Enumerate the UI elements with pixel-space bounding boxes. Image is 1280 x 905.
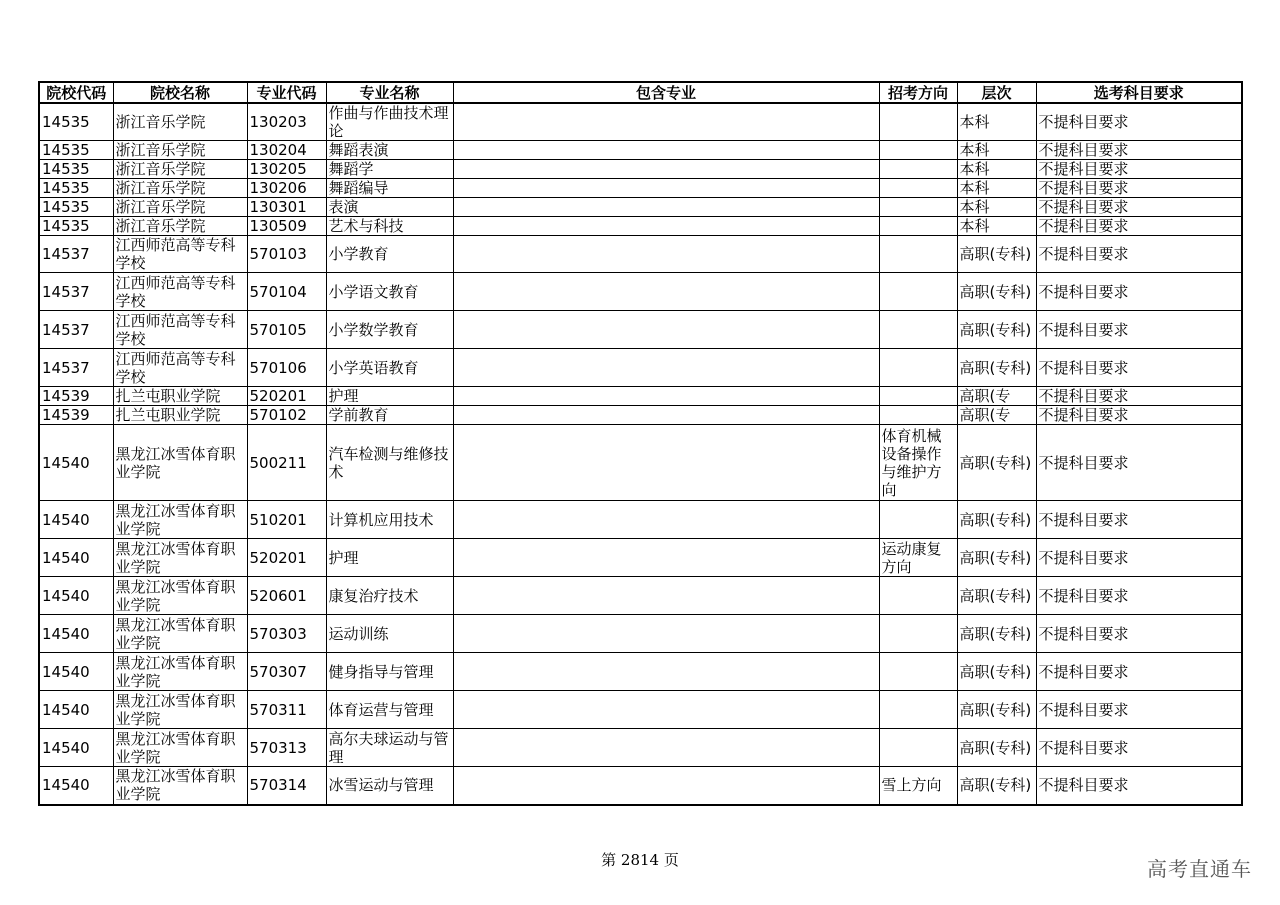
cell-school-name: 黑龙江冰雪体育职业学院	[113, 767, 247, 805]
cell-school-name: 浙江音乐学院	[113, 103, 247, 141]
cell-school-name: 江西师范高等专科学校	[113, 349, 247, 387]
cell-level: 高职(专科)	[957, 349, 1036, 387]
cell-direction	[879, 103, 957, 141]
header-school-code: 院校代码	[39, 82, 113, 103]
cell-major-code: 570307	[247, 653, 326, 691]
cell-subject-requirement: 不提科目要求	[1036, 217, 1242, 236]
cell-major-name: 冰雪运动与管理	[326, 767, 453, 805]
cell-subject-requirement: 不提科目要求	[1036, 767, 1242, 805]
header-school-name: 院校名称	[113, 82, 247, 103]
cell-school-code: 14537	[39, 236, 113, 273]
cell-school-code: 14540	[39, 501, 113, 539]
cell-direction	[879, 236, 957, 273]
cell-major-code: 130509	[247, 217, 326, 236]
cell-major-name: 计算机应用技术	[326, 501, 453, 539]
cell-school-code: 14539	[39, 406, 113, 425]
cell-major-code: 570313	[247, 729, 326, 767]
header-direction: 招考方向	[879, 82, 957, 103]
cell-school-code: 14539	[39, 387, 113, 406]
cell-major-name: 艺术与科技	[326, 217, 453, 236]
page-number: 第 2814 页	[601, 851, 679, 869]
cell-direction	[879, 160, 957, 179]
cell-major-name: 小学教育	[326, 236, 453, 273]
cell-major-code: 520201	[247, 387, 326, 406]
cell-major-code: 500211	[247, 425, 326, 501]
table-header-row	[39, 82, 1242, 103]
table-row	[39, 691, 1242, 729]
table-row	[39, 767, 1242, 805]
cell-direction	[879, 615, 957, 653]
cell-school-name: 黑龙江冰雪体育职业学院	[113, 501, 247, 539]
cell-subject-requirement: 不提科目要求	[1036, 141, 1242, 160]
cell-subject-requirement: 不提科目要求	[1036, 425, 1242, 501]
cell-major-code: 130205	[247, 160, 326, 179]
cell-major-name: 运动训练	[326, 615, 453, 653]
cell-direction	[879, 729, 957, 767]
cell-school-name: 江西师范高等专科学校	[113, 236, 247, 273]
cell-school-name: 扎兰屯职业学院	[113, 387, 247, 406]
cell-subject-requirement: 不提科目要求	[1036, 387, 1242, 406]
cell-major-name: 小学数学教育	[326, 311, 453, 349]
cell-subject-requirement: 不提科目要求	[1036, 691, 1242, 729]
cell-school-code: 14535	[39, 141, 113, 160]
cell-school-code: 14535	[39, 179, 113, 198]
table-row	[39, 311, 1242, 349]
cell-school-code: 14540	[39, 691, 113, 729]
cell-school-name: 黑龙江冰雪体育职业学院	[113, 615, 247, 653]
cell-major-code: 130203	[247, 103, 326, 141]
table-row	[39, 425, 1242, 501]
table-row	[39, 615, 1242, 653]
cell-included-majors	[453, 653, 879, 691]
cell-level: 本科	[957, 217, 1036, 236]
cell-major-code: 570106	[247, 349, 326, 387]
cell-direction	[879, 653, 957, 691]
cell-major-code: 570104	[247, 273, 326, 311]
cell-school-code: 14540	[39, 577, 113, 615]
table-row	[39, 179, 1242, 198]
admission-table	[38, 81, 1243, 806]
cell-included-majors	[453, 729, 879, 767]
table-row	[39, 501, 1242, 539]
cell-school-name: 黑龙江冰雪体育职业学院	[113, 577, 247, 615]
cell-major-code: 570102	[247, 406, 326, 425]
cell-major-name: 表演	[326, 198, 453, 217]
cell-major-name: 学前教育	[326, 406, 453, 425]
cell-included-majors	[453, 217, 879, 236]
cell-major-code: 570103	[247, 236, 326, 273]
table-row	[39, 103, 1242, 141]
cell-subject-requirement: 不提科目要求	[1036, 273, 1242, 311]
cell-major-name: 舞蹈表演	[326, 141, 453, 160]
cell-subject-requirement: 不提科目要求	[1036, 103, 1242, 141]
cell-direction	[879, 198, 957, 217]
cell-major-code: 130301	[247, 198, 326, 217]
cell-major-code: 570105	[247, 311, 326, 349]
cell-level: 高职(专科)	[957, 729, 1036, 767]
cell-level: 本科	[957, 141, 1036, 160]
table-row	[39, 349, 1242, 387]
cell-included-majors	[453, 406, 879, 425]
cell-direction	[879, 691, 957, 729]
cell-subject-requirement: 不提科目要求	[1036, 653, 1242, 691]
cell-level: 高职(专科)	[957, 311, 1036, 349]
cell-subject-requirement: 不提科目要求	[1036, 160, 1242, 179]
cell-direction	[879, 311, 957, 349]
cell-major-name: 护理	[326, 387, 453, 406]
cell-included-majors	[453, 691, 879, 729]
cell-school-name: 黑龙江冰雪体育职业学院	[113, 653, 247, 691]
cell-school-name: 黑龙江冰雪体育职业学院	[113, 539, 247, 577]
cell-school-code: 14540	[39, 729, 113, 767]
table-row	[39, 387, 1242, 406]
table-row	[39, 406, 1242, 425]
cell-subject-requirement: 不提科目要求	[1036, 501, 1242, 539]
cell-school-name: 浙江音乐学院	[113, 217, 247, 236]
cell-direction: 运动康复方向	[879, 539, 957, 577]
cell-school-code: 14535	[39, 198, 113, 217]
cell-level: 高职(专科)	[957, 691, 1036, 729]
cell-direction	[879, 387, 957, 406]
cell-subject-requirement: 不提科目要求	[1036, 311, 1242, 349]
cell-level: 高职(专科)	[957, 539, 1036, 577]
cell-major-name: 舞蹈编导	[326, 179, 453, 198]
cell-major-name: 护理	[326, 539, 453, 577]
header-major-code: 专业代码	[247, 82, 326, 103]
cell-included-majors	[453, 387, 879, 406]
header-included-majors: 包含专业	[453, 82, 879, 103]
cell-major-name: 小学语文教育	[326, 273, 453, 311]
cell-level: 高职(专科)	[957, 577, 1036, 615]
cell-level: 高职(专科)	[957, 501, 1036, 539]
cell-included-majors	[453, 577, 879, 615]
cell-school-code: 14540	[39, 425, 113, 501]
cell-level: 本科	[957, 160, 1036, 179]
table-row	[39, 539, 1242, 577]
cell-level: 高职(专	[957, 387, 1036, 406]
cell-direction: 体育机械设备操作与维护方向	[879, 425, 957, 501]
cell-direction	[879, 141, 957, 160]
cell-major-code: 520201	[247, 539, 326, 577]
cell-major-code: 570303	[247, 615, 326, 653]
cell-school-code: 14540	[39, 767, 113, 805]
cell-included-majors	[453, 311, 879, 349]
cell-direction: 雪上方向	[879, 767, 957, 805]
cell-major-name: 小学英语教育	[326, 349, 453, 387]
cell-school-name: 浙江音乐学院	[113, 141, 247, 160]
table-row	[39, 577, 1242, 615]
cell-level: 高职(专科)	[957, 236, 1036, 273]
cell-major-code: 570311	[247, 691, 326, 729]
cell-included-majors	[453, 273, 879, 311]
cell-major-code: 520601	[247, 577, 326, 615]
watermark-logo: 高考直通车	[1147, 857, 1252, 881]
cell-included-majors	[453, 179, 879, 198]
cell-subject-requirement: 不提科目要求	[1036, 406, 1242, 425]
cell-included-majors	[453, 425, 879, 501]
cell-subject-requirement: 不提科目要求	[1036, 539, 1242, 577]
cell-subject-requirement: 不提科目要求	[1036, 236, 1242, 273]
cell-level: 高职(专科)	[957, 425, 1036, 501]
cell-subject-requirement: 不提科目要求	[1036, 615, 1242, 653]
cell-major-name: 高尔夫球运动与管理	[326, 729, 453, 767]
cell-subject-requirement: 不提科目要求	[1036, 729, 1242, 767]
cell-level: 高职(专	[957, 406, 1036, 425]
cell-school-name: 黑龙江冰雪体育职业学院	[113, 691, 247, 729]
cell-direction	[879, 179, 957, 198]
cell-included-majors	[453, 103, 879, 141]
cell-school-name: 黑龙江冰雪体育职业学院	[113, 425, 247, 501]
cell-major-code: 130206	[247, 179, 326, 198]
table-row	[39, 160, 1242, 179]
cell-major-name: 汽车检测与维修技术	[326, 425, 453, 501]
cell-level: 高职(专科)	[957, 767, 1036, 805]
cell-included-majors	[453, 501, 879, 539]
cell-school-code: 14537	[39, 311, 113, 349]
cell-included-majors	[453, 349, 879, 387]
cell-level: 本科	[957, 103, 1036, 141]
cell-subject-requirement: 不提科目要求	[1036, 577, 1242, 615]
table-row	[39, 729, 1242, 767]
table-row	[39, 141, 1242, 160]
cell-school-name: 江西师范高等专科学校	[113, 273, 247, 311]
cell-subject-requirement: 不提科目要求	[1036, 349, 1242, 387]
cell-level: 高职(专科)	[957, 653, 1036, 691]
cell-major-name: 作曲与作曲技术理论	[326, 103, 453, 141]
cell-included-majors	[453, 160, 879, 179]
cell-school-code: 14540	[39, 539, 113, 577]
cell-school-name: 浙江音乐学院	[113, 198, 247, 217]
header-major-name: 专业名称	[326, 82, 453, 103]
cell-school-code: 14540	[39, 615, 113, 653]
cell-school-code: 14535	[39, 217, 113, 236]
cell-included-majors	[453, 198, 879, 217]
header-subject-requirement: 选考科目要求	[1036, 82, 1242, 103]
cell-level: 本科	[957, 179, 1036, 198]
table-row	[39, 198, 1242, 217]
cell-school-code: 14537	[39, 349, 113, 387]
table-row	[39, 217, 1242, 236]
cell-school-code: 14535	[39, 103, 113, 141]
cell-level: 本科	[957, 198, 1036, 217]
cell-major-name: 体育运营与管理	[326, 691, 453, 729]
cell-major-code: 510201	[247, 501, 326, 539]
cell-school-name: 江西师范高等专科学校	[113, 311, 247, 349]
table-row	[39, 273, 1242, 311]
cell-school-name: 扎兰屯职业学院	[113, 406, 247, 425]
cell-level: 高职(专科)	[957, 273, 1036, 311]
cell-direction	[879, 349, 957, 387]
table-row	[39, 653, 1242, 691]
cell-included-majors	[453, 767, 879, 805]
cell-subject-requirement: 不提科目要求	[1036, 179, 1242, 198]
table-row	[39, 236, 1242, 273]
header-level: 层次	[957, 82, 1036, 103]
cell-subject-requirement: 不提科目要求	[1036, 198, 1242, 217]
cell-included-majors	[453, 141, 879, 160]
cell-major-code: 130204	[247, 141, 326, 160]
cell-direction	[879, 406, 957, 425]
cell-school-name: 浙江音乐学院	[113, 160, 247, 179]
cell-direction	[879, 577, 957, 615]
cell-major-name: 健身指导与管理	[326, 653, 453, 691]
cell-major-name: 康复治疗技术	[326, 577, 453, 615]
cell-major-code: 570314	[247, 767, 326, 805]
cell-major-name: 舞蹈学	[326, 160, 453, 179]
cell-direction	[879, 217, 957, 236]
cell-included-majors	[453, 539, 879, 577]
cell-level: 高职(专科)	[957, 615, 1036, 653]
cell-school-name: 浙江音乐学院	[113, 179, 247, 198]
cell-school-code: 14537	[39, 273, 113, 311]
cell-direction	[879, 501, 957, 539]
cell-included-majors	[453, 236, 879, 273]
cell-direction	[879, 273, 957, 311]
cell-school-code: 14540	[39, 653, 113, 691]
cell-included-majors	[453, 615, 879, 653]
cell-school-code: 14535	[39, 160, 113, 179]
cell-school-name: 黑龙江冰雪体育职业学院	[113, 729, 247, 767]
